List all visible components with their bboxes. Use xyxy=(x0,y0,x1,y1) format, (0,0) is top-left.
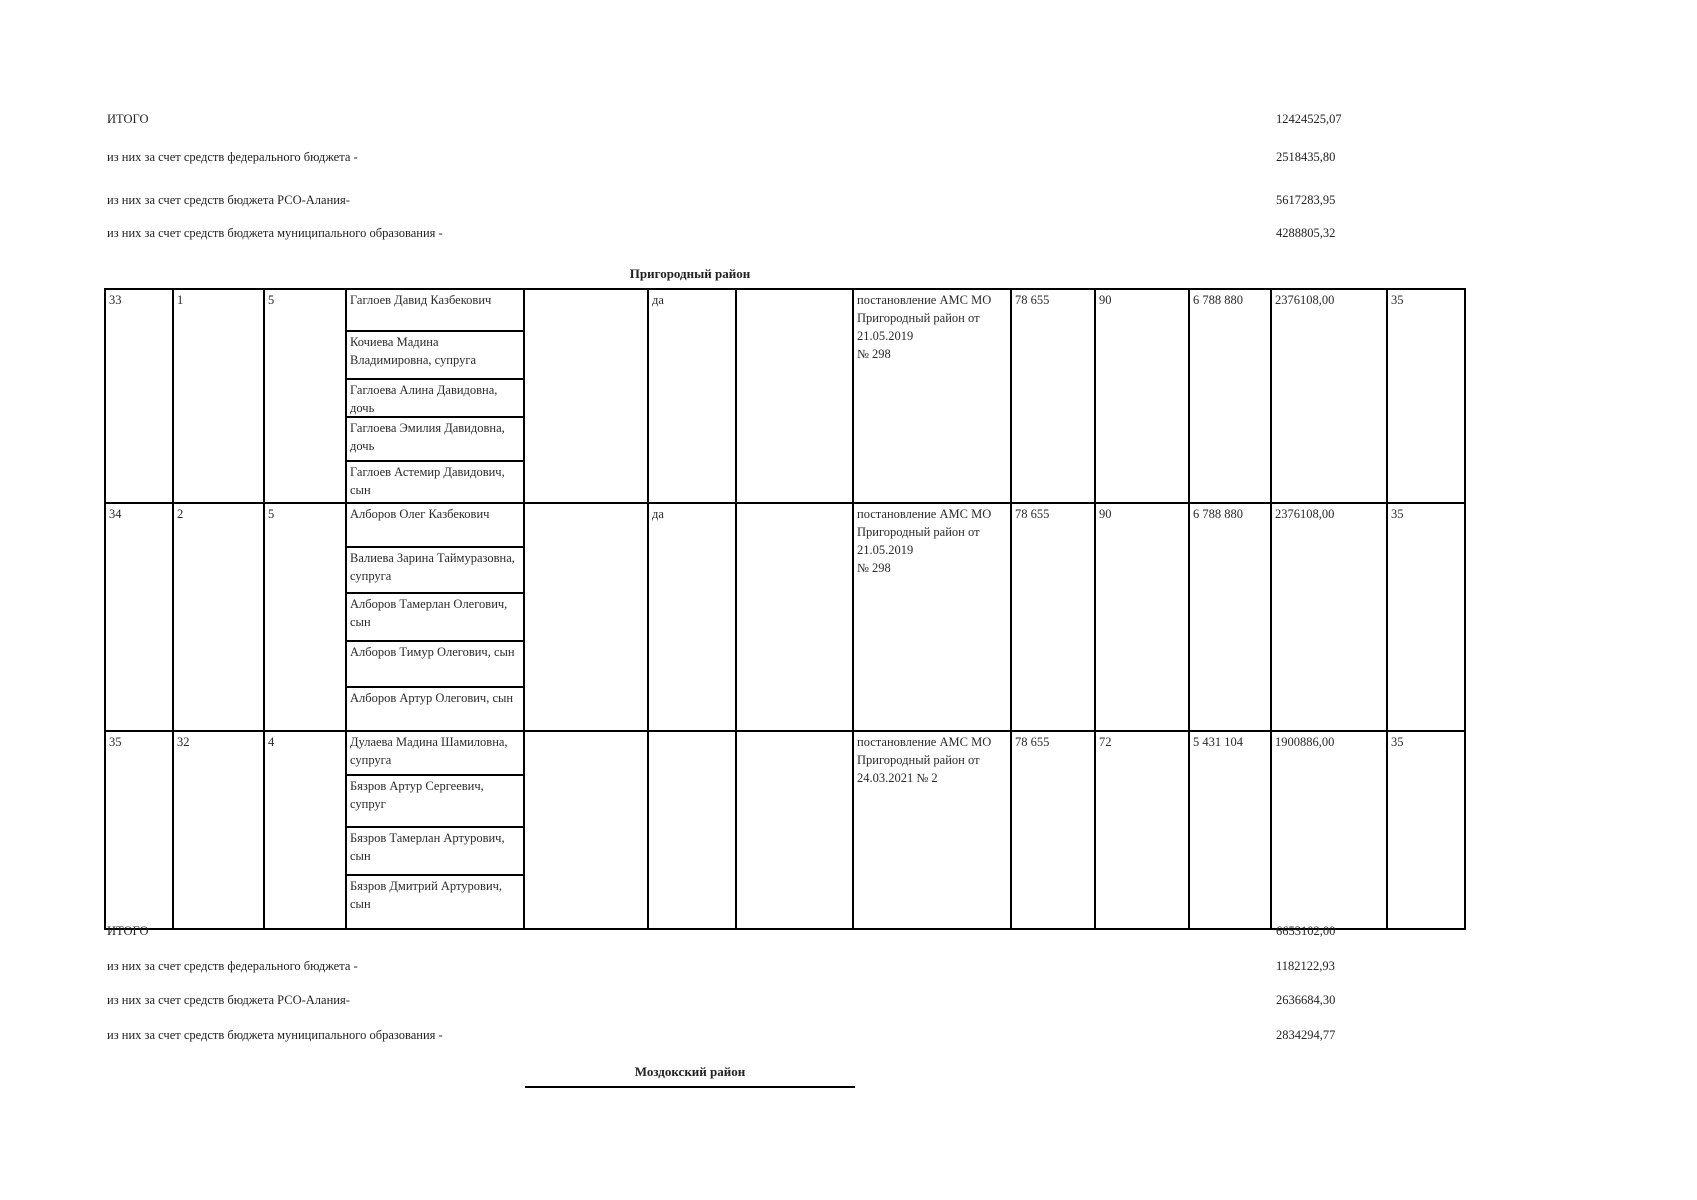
top-municipal-value: 4288805,32 xyxy=(1276,226,1336,240)
estimated-cost-cell: 6 788 880 xyxy=(1189,289,1271,503)
decree-cell: постановление АМС МО Пригородный район от 21.05.2019 № 298 xyxy=(853,503,1011,731)
bottom-total-value: 6653102,00 xyxy=(1276,924,1336,938)
area-cell: 90 xyxy=(1095,503,1189,731)
decree-cell: постановление АМС МО Пригородный район от 21.05.2019 № 298 xyxy=(853,289,1011,503)
family-member: Гаглоев Астемир Давидович, сын xyxy=(350,465,505,497)
norm-cost-cell: 78 655 xyxy=(1011,503,1095,731)
queue-number-cell: 1 xyxy=(173,289,264,503)
empty-cell xyxy=(736,731,853,929)
family-member: Гаглоев Давид Казбекович xyxy=(347,290,523,332)
table-row xyxy=(105,289,1465,503)
top-republic-value: 5617283,95 xyxy=(1276,193,1336,207)
family-member: Валиева Зарина Таймуразовна, супруга xyxy=(347,548,523,594)
row-number-cell: 34 xyxy=(105,503,173,731)
area-cell: 72 xyxy=(1095,731,1189,929)
family-member: Алборов Олег Казбекович xyxy=(347,504,523,548)
table-row xyxy=(105,503,1465,731)
empty-cell xyxy=(524,503,648,731)
subsidy-amount-cell: 2376108,00 xyxy=(1271,289,1387,503)
percent-cell: 35 xyxy=(1387,289,1465,503)
empty-cell xyxy=(524,289,648,503)
top-total-value: 12424525,07 xyxy=(1276,112,1342,126)
family-size-cell: 4 xyxy=(264,731,346,929)
confirmation-cell: да xyxy=(648,503,736,731)
confirmation-cell: да xyxy=(648,289,736,503)
queue-number-cell: 32 xyxy=(173,731,264,929)
bottom-municipal-label: из них за счет средств бюджета муниципального образования - xyxy=(107,1028,443,1042)
top-federal-value: 2518435,80 xyxy=(1276,150,1336,164)
family-size-cell: 5 xyxy=(264,289,346,503)
family-member: Кочиева Мадина Владимировна, супруга xyxy=(347,332,523,380)
percent-cell: 35 xyxy=(1387,503,1465,731)
family-member: Алборов Тимур Олегович, сын xyxy=(347,642,523,688)
family-member: Гаглоева Эмилия Давидовна, дочь xyxy=(347,418,523,462)
section-underline xyxy=(525,1086,855,1088)
family-member: Гаглоева Алина Давидовна, дочь xyxy=(347,380,523,418)
row-number-cell: 33 xyxy=(105,289,173,503)
family-member: Бязров Дмитрий Артурович, сын xyxy=(350,879,503,911)
next-section-title: Моздокский район xyxy=(634,1064,746,1079)
confirmation-cell xyxy=(648,731,736,929)
bottom-municipal-value: 2834294,77 xyxy=(1276,1028,1336,1042)
family-member: Бязров Тамерлан Артурович, сын xyxy=(347,828,523,876)
empty-cell xyxy=(736,503,853,731)
bottom-federal-value: 1182122,93 xyxy=(1276,959,1335,973)
subsidy-amount-cell: 2376108,00 xyxy=(1271,503,1387,731)
bottom-republic-label: из них за счет средств бюджета РСО-Алания- xyxy=(107,993,350,1007)
empty-cell xyxy=(524,731,648,929)
decree-cell: постановление АМС МО Пригородный район от 24.03.2021 № 2 xyxy=(853,731,1011,929)
estimated-cost-cell: 6 788 880 xyxy=(1189,503,1271,731)
table-row xyxy=(105,731,1465,929)
top-total-label: ИТОГО xyxy=(107,112,149,126)
family-member: Алборов Артур Олегович, сын xyxy=(350,691,514,705)
norm-cost-cell: 78 655 xyxy=(1011,731,1095,929)
family-members-cell xyxy=(346,289,524,503)
family-member: Бязров Артур Сергеевич, супруг xyxy=(347,776,523,828)
percent-cell: 35 xyxy=(1387,731,1465,929)
bottom-federal-label: из них за счет средств федерального бюджета - xyxy=(107,959,358,973)
area-cell: 90 xyxy=(1095,289,1189,503)
section-title: Пригородный район xyxy=(629,266,751,281)
family-size-cell: 5 xyxy=(264,503,346,731)
top-municipal-label: из них за счет средств бюджета муниципального образования - xyxy=(107,226,443,240)
bottom-total-label: ИТОГО xyxy=(107,924,149,938)
top-republic-label: из них за счет средств бюджета РСО-Алания- xyxy=(107,193,350,207)
family-members-cell xyxy=(346,731,524,929)
row-number-cell: 35 xyxy=(105,731,173,929)
family-member: Дулаева Мадина Шамиловна, супруга xyxy=(347,732,523,776)
empty-cell xyxy=(736,289,853,503)
norm-cost-cell: 78 655 xyxy=(1011,289,1095,503)
top-federal-label: из них за счет средств федерального бюджета - xyxy=(107,150,358,164)
queue-number-cell: 2 xyxy=(173,503,264,731)
family-members-cell xyxy=(346,503,524,731)
families-table xyxy=(104,288,1466,930)
bottom-republic-value: 2636684,30 xyxy=(1276,993,1336,1007)
estimated-cost-cell: 5 431 104 xyxy=(1189,731,1271,929)
subsidy-amount-cell: 1900886,00 xyxy=(1271,731,1387,929)
family-member: Алборов Тамерлан Олегович, сын xyxy=(347,594,523,642)
